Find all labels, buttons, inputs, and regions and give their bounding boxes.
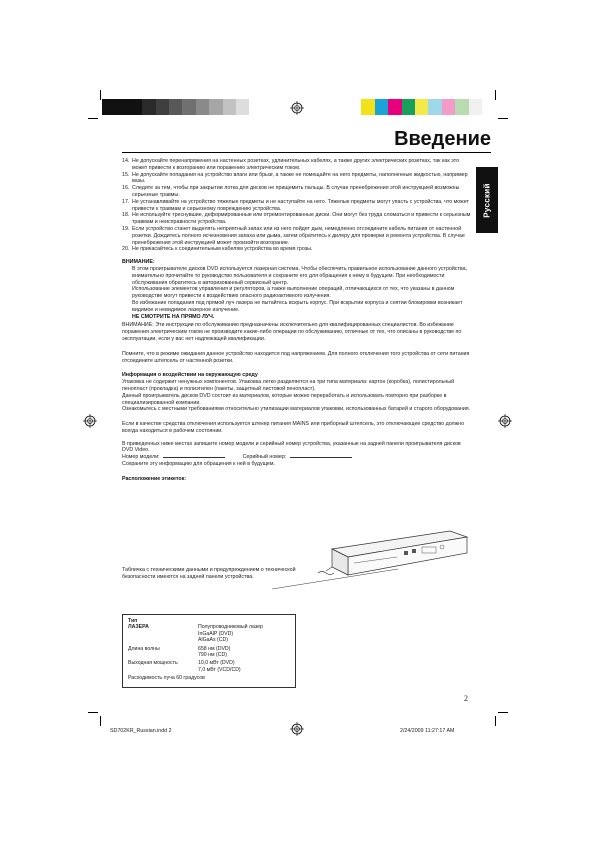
labels-heading: Расположение этикеток: — [122, 475, 187, 482]
spec-value: Полупроводниковый лазер — [198, 624, 263, 631]
spec-key: ЛАЗЕРА — [128, 624, 149, 631]
color-swatch — [442, 99, 455, 115]
standby-notice: Помните, что в режиме ожидания данное устройство находится под напряжением. Для полного отключения того устройства от сети питания отсоедините штепсель от настенной розетки. — [122, 350, 470, 364]
list-item: 14. Не допускайте перенапряжения на настенных розетках, удлинительных кабелях, а также других электрических розетках, так как это может привести к возгоранию или поражению электрическим током. — [122, 158, 460, 171]
color-swatch — [455, 99, 468, 115]
warning-paragraph: Во избежание попадания под прямой луч лазера не пытайтесь вскрыть корпус. При вскрытии корпуса и снятии блокировки возникает видимое и невидимое лазерное излучение. — [132, 299, 463, 313]
spec-key: Длина волны — [128, 645, 160, 652]
list-item: 18. Не используйте треснувшие, деформированные или отремонтированные диски. Они могут без труда сломаться и привести к серьезным травмам и неисправности устройства. — [122, 212, 471, 226]
list-item: 15. Не допускайте попадания на устройство влаги или брызг, а также не помещайте на него предметы, наполненные жидкостью, например вазы. — [122, 171, 468, 185]
color-swatch — [348, 99, 361, 115]
color-swatch — [169, 99, 182, 115]
record-section — [122, 441, 471, 468]
color-swatch — [209, 99, 222, 115]
serial-label: Серийный номер: — [242, 454, 287, 461]
warning-section — [122, 259, 471, 320]
list-item: 17. Не устанавливайте на устройство тяжелые предметы и не наступайте на него. Тяжелые предметы могут упасть с устройства, что может привести к травмам и серьезному повреждению устройства. — [122, 198, 469, 212]
color-swatch — [428, 99, 441, 115]
label-location-figure — [122, 527, 471, 607]
spec-key: Выходная мощность — [128, 660, 178, 667]
color-swatch — [375, 99, 388, 115]
main-content — [122, 158, 471, 483]
service-notice: ВНИМАНИЕ: Эти инструкции по обслуживанию предназначены исключительно для квалифицированных специалистов. Во избежание поражения электрическим током не производите какие-либо операции по обслуживанию, отличные от тех, что описаны в руководстве по эксплуатации, если у вас нет надлежащей квалификации. — [122, 322, 462, 342]
registration-mark-icon — [290, 722, 304, 736]
environment-heading: Информация о воздействии на окружающую среду — [122, 372, 258, 379]
serial-blank — [290, 457, 352, 458]
model-label: Номер модели: — [122, 454, 160, 461]
mains-notice: Если в качестве средства отключения используется штекер питания MAINS или приборный штепсель, это отключающее средство должно всегда находиться в рабочем состоянии. — [122, 421, 465, 434]
color-swatch — [236, 99, 249, 115]
spec-key — [128, 667, 198, 673]
spec-row — [128, 637, 290, 643]
color-swatch — [129, 99, 142, 115]
spec-value: AlGaAs (CD) — [198, 637, 228, 644]
spec-row — [128, 667, 290, 673]
crop-mark — [88, 712, 98, 713]
model-blank — [163, 457, 225, 458]
record-intro: В приведенных ниже местах запишите номер модели и серийный номер устройства, указанные на задней панели проигрывателя дисков DVD Video. — [122, 440, 461, 454]
spec-key: Тип — [128, 618, 138, 624]
crop-mark — [498, 712, 508, 713]
color-swatch — [142, 99, 155, 115]
spec-value: 790 нм (CD) — [198, 652, 227, 659]
crop-mark — [100, 716, 101, 726]
record-keep: Сохраните эту информацию для обращения к ней в будущем. — [122, 461, 275, 468]
spec-value: 7,0 мВт (VCD/CD) — [198, 666, 241, 673]
color-swatch — [223, 99, 236, 115]
color-swatch — [415, 99, 428, 115]
color-swatch — [402, 99, 415, 115]
crop-mark — [88, 118, 98, 119]
spec-key — [128, 652, 198, 658]
header-rule — [122, 152, 491, 153]
environment-paragraph: Данный проигрыватель дисков DVD состоит из материалов, которые можно переработать и использовать повторно при разборке в специализированной компании. — [122, 392, 447, 406]
color-swatch — [361, 99, 374, 115]
color-swatch — [102, 99, 115, 115]
crop-mark — [495, 716, 496, 726]
color-swatch — [482, 99, 495, 115]
page-number: 2 — [464, 694, 468, 703]
registration-mark-icon — [290, 101, 304, 115]
spec-row — [128, 675, 290, 681]
spec-row — [128, 652, 290, 658]
footer-file: SD702KR_Russian.indd 2 — [110, 728, 172, 734]
crop-mark — [498, 118, 508, 119]
environment-paragraph: Упаковка не содержит ненужных компонентов. Упаковка легко разделяется на три типа материала: картон (коробка), полистирольный пенопласт (прокладка) и полиэтилен (пакеты, защитный листовой пенопласт). — [122, 379, 455, 392]
list-item: 20. Не прикасайтесь к соединительным кабелям устройства во время грозы. — [122, 246, 313, 253]
safety-list — [122, 158, 471, 253]
page-title: Введение — [394, 128, 491, 150]
laser-spec-box — [122, 614, 296, 688]
environment-section — [122, 372, 471, 413]
color-swatch — [469, 99, 482, 115]
crop-mark — [100, 90, 101, 100]
color-swatch — [388, 99, 401, 115]
environment-paragraph: Ознакомьтесь с местными требованиями относительно утилизации материалов упаковки, использованных батарей и старого оборудования. — [122, 406, 471, 413]
footer-date: 2/24/2009 11:27:17 AM — [400, 728, 455, 734]
registration-mark-icon — [83, 414, 97, 428]
registration-mark-icon — [498, 414, 512, 428]
color-swatch — [196, 99, 209, 115]
color-swatch — [156, 99, 169, 115]
spec-value: 10,0 мВт (DVD) — [198, 660, 235, 667]
color-swatch — [182, 99, 195, 115]
list-item: 19. Если устройство станет выделять неприятный запах или из него пойдет дым, немедленно отсоедините кабель питания от настенной розетки. Дождитесь полного исчезновения запаха или дыма, затем обратитесь к дилеру для проверки и ремонта устройства. В случае пренебрежения этой инструкцией может произойти возгорание. — [122, 225, 465, 246]
list-item: 16. Следите за тем, чтобы при закрытии лотка для дисков не прищемить пальцы. В случае пренебрежения этой инструкцией возможны серьезные травмы. — [122, 185, 460, 198]
crop-mark — [495, 90, 496, 100]
language-tab — [476, 167, 498, 233]
spec-key: Расходимость луча 60 градусов — [128, 675, 205, 682]
spec-value: 658 нм (DVD) — [198, 645, 231, 652]
spec-key — [128, 637, 198, 643]
label-caption: Табличка с техническими данными и предупреждением о технической безопасности имеются на задней панели устройства. — [122, 567, 296, 580]
warning-paragraph: Использование элементов управления и регуляторов, а также выполнение операций, отличающихся от тех, что указаны в данном руководстве могут привести к воздействию опасного радиоактивного излучения. — [132, 286, 455, 300]
warning-heading: ВНИМАНИЕ: — [122, 259, 155, 266]
warning-paragraph: В этом проигрывателе дисков DVD используется лазерная система. Чтобы обеспечить правильное использование данного устройства, внимательно прочитайте то руководство пользователя и сохраните его для обращения к нему в будущем. При необходимости обслуживания обратитесь в авторизованный сервисный центр. — [132, 265, 468, 286]
warning-final: НЕ СМОТРИТЕ НА ПРЯМО ЛУЧ. — [132, 313, 215, 320]
color-bar-left — [102, 99, 249, 115]
color-swatch — [115, 99, 128, 115]
spec-value: InGaAlP (DVD) — [198, 630, 234, 637]
color-bar-right — [348, 99, 495, 115]
language-tab-label: Русский — [482, 182, 492, 218]
